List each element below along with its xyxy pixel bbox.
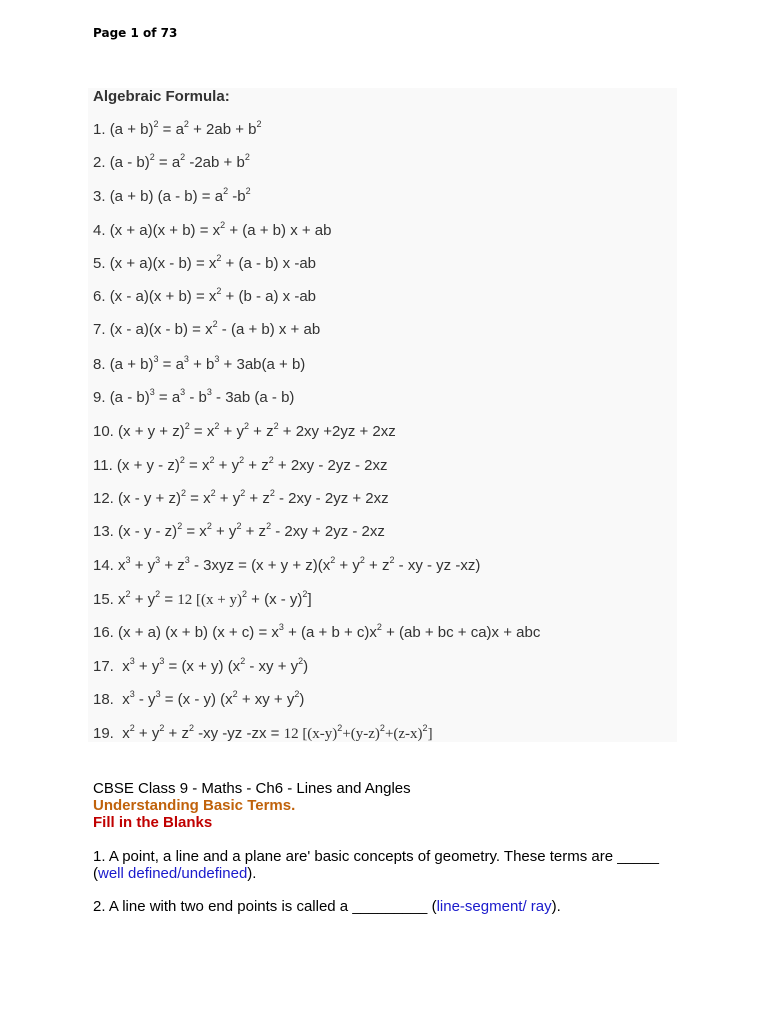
formula-12: 12. $(x - y + z)^2 = x^2 + y^2 + z^2 - 2xy - 2yz + 2xz$ [93,488,389,507]
formula-1: 1. $(a + b)^2 = a^2 + 2ab + b^2$ [93,119,262,138]
question-2-option: line-segment/ ray [436,898,552,915]
formula-4: 4. $(x + a)(x + b) = x^2 + (a + b) x$ + ab [93,220,332,239]
formula-15: 15. $x^2 + y^2 = 12$ $[(x + y)^2 + (x - y)^2]$ [93,589,312,608]
formula-heading: Algebraic Formula: [93,88,230,105]
fill-blanks-heading: Fill in the Blanks [93,814,213,831]
question-1: 1. A point, a line and a plane are' basic concepts of geometry. These terms are _____ (well defined/undefined). [93,848,659,882]
chapter-title: CBSE Class 9 - Maths - Ch6 - Lines and Angles [93,780,411,797]
formula-panel [88,88,677,742]
section-subheading: Understanding Basic Terms. [93,797,296,814]
formula-5: 5. $(x + a)(x - b) = x^2 + (a - b)$ x -ab [93,253,317,272]
formula-9: 9. $(a - b)^3 = a^3 - b^3 - 3ab$ (a - b) [93,387,295,406]
formula-2: 2. $(a - b)^2 = a^2$ $-2ab + b^2$ [93,152,250,171]
formula-16: 16. (x + a) (x + b) $(x + c) = x^3 + (a + b + c)x^2 + (ab$ + bc + ca)x + abc [93,622,541,641]
formula-3: 3. (a + b) $(a - b) = a^2$ $-b^2$ [93,186,251,205]
page-number: Page 1 of 73 [93,26,178,40]
formula-8: 8. $(a + b)^3 = a^3 + b^3 + 3ab(a + b)$ [93,354,306,373]
formula-18: 18. $x^3 - y^3 = (x - y) (x^2$ + xy + $y^2$) [93,689,305,708]
formula-17: 17. $x^3 + y^3 = (x + y)$ ($x^2$ - xy + $y^2$) [93,656,309,675]
formula-7: 7. $(x - a)(x - b) = x^2 - (a + b) x$ + ab [93,319,321,338]
formula-6: 6. $(x - a)(x + b) = x^2 + (b - a)$ x -ab [93,286,317,305]
formula-14: 14. $x^3 + y^3 + z^3 - 3xyz = (x + y + z)(x^2 + y^2 + z^2$ - xy - yz -xz) [93,555,481,574]
question-1-option: well defined/undefined [98,865,248,882]
formula-13: 13. $(x - y - z)^2 = x^2 + y^2 + z^2 - 2xy + 2yz - 2xz$ [93,521,385,540]
formula-10: 10. $(x + y + z)^2 = x^2 + y^2 + z^2 + 2xy +2yz + 2xz$ [93,421,396,440]
formula-19: 19. $x^2 + y^2 + z^2$ -xy -yz -zx = 12 $[(x-y)^2+(y-z)^2+(z-x)^2]$ [93,723,433,742]
question-2: 2. A line with two end points is called a _________ (line-segment/ ray). [93,898,561,915]
formula-11: 11. $(x + y - z)^2 = x^2 + y^2 + z^2 + 2xy - 2yz - 2xz$ [93,455,388,474]
